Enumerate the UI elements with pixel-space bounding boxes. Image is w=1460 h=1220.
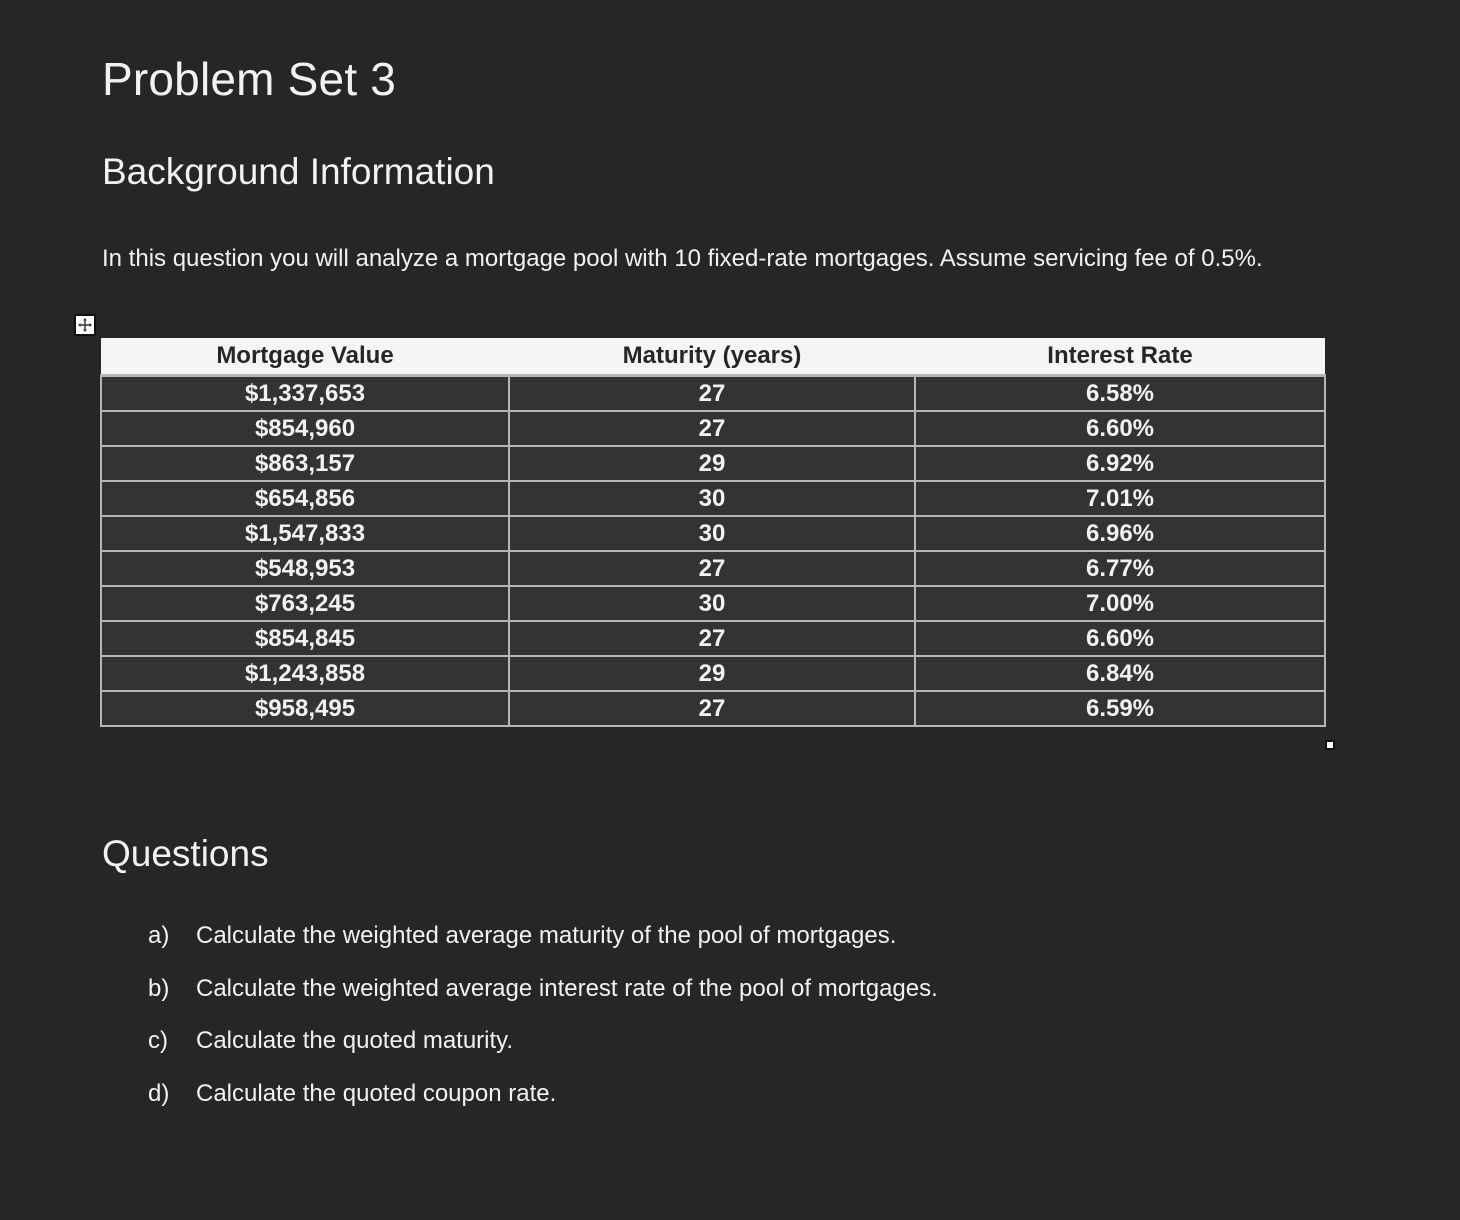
cell-mortgage-value: $763,245 — [101, 586, 509, 621]
cell-interest-rate: 6.92% — [915, 446, 1325, 481]
table-move-handle[interactable] — [74, 314, 96, 336]
question-marker: c) — [148, 1027, 168, 1054]
cell-maturity: 30 — [509, 516, 915, 551]
cell-maturity: 30 — [509, 481, 915, 516]
cell-mortgage-value: $1,243,858 — [101, 656, 509, 691]
intro-paragraph: In this question you will analyze a mortgage pool with 10 fixed-rate mortgages. Assume servicing fee of 0.5%. — [102, 245, 1263, 272]
question-item — [148, 963, 938, 1016]
table-row — [101, 411, 1325, 446]
document-title: Problem Set 3 — [102, 53, 397, 105]
table-header-row — [101, 338, 1325, 376]
header-mortgage-value: Mortgage Value — [101, 338, 509, 376]
cell-interest-rate: 6.59% — [915, 691, 1325, 726]
header-maturity: Maturity (years) — [509, 338, 915, 376]
cell-maturity: 29 — [509, 656, 915, 691]
question-marker: d) — [148, 1079, 170, 1107]
cell-mortgage-value: $958,495 — [101, 691, 509, 726]
cell-mortgage-value: $863,157 — [101, 446, 509, 481]
question-item — [148, 1015, 938, 1068]
question-marker: b) — [148, 974, 170, 1002]
mortgage-pool-table — [100, 338, 1326, 727]
cell-maturity: 29 — [509, 446, 915, 481]
cell-maturity: 27 — [509, 551, 915, 586]
move-arrows-icon — [77, 317, 93, 333]
table-row — [101, 586, 1325, 621]
header-interest-rate: Interest Rate — [915, 338, 1325, 376]
cell-interest-rate: 6.60% — [915, 411, 1325, 446]
table-row — [101, 656, 1325, 691]
question-marker: a) — [148, 922, 170, 949]
cell-mortgage-value: $1,337,653 — [101, 376, 509, 412]
table-row — [101, 446, 1325, 481]
cell-interest-rate: 7.00% — [915, 586, 1325, 621]
table-row — [101, 481, 1325, 516]
cell-interest-rate: 7.01% — [915, 481, 1325, 516]
questions-heading: Questions — [102, 833, 269, 874]
cell-interest-rate: 6.60% — [915, 621, 1325, 656]
background-heading: Background Information — [102, 151, 495, 192]
cell-mortgage-value: $1,547,833 — [101, 516, 509, 551]
table-row — [101, 376, 1325, 412]
question-item — [148, 1068, 938, 1121]
question-text: Calculate the weighted average maturity of the pool of mortgages. — [196, 922, 897, 949]
cell-mortgage-value: $854,960 — [101, 411, 509, 446]
cell-maturity: 27 — [509, 621, 915, 656]
cell-maturity: 27 — [509, 411, 915, 446]
cell-mortgage-value: $548,953 — [101, 551, 509, 586]
question-text: Calculate the weighted average interest rate of the pool of mortgages. — [196, 974, 938, 1002]
question-item — [148, 910, 938, 963]
questions-list — [148, 910, 938, 1120]
cell-maturity: 27 — [509, 376, 915, 412]
cell-mortgage-value: $854,845 — [101, 621, 509, 656]
cell-interest-rate: 6.84% — [915, 656, 1325, 691]
table-row — [101, 691, 1325, 726]
cell-interest-rate: 6.58% — [915, 376, 1325, 412]
cell-interest-rate: 6.96% — [915, 516, 1325, 551]
question-text: Calculate the quoted maturity. — [196, 1027, 514, 1054]
table-row — [101, 621, 1325, 656]
cell-mortgage-value: $654,856 — [101, 481, 509, 516]
table-row — [101, 516, 1325, 551]
cell-maturity: 27 — [509, 691, 915, 726]
cell-interest-rate: 6.77% — [915, 551, 1325, 586]
cell-maturity: 30 — [509, 586, 915, 621]
table-resize-handle[interactable] — [1325, 740, 1335, 750]
question-text: Calculate the quoted coupon rate. — [196, 1079, 557, 1107]
table-row — [101, 551, 1325, 586]
